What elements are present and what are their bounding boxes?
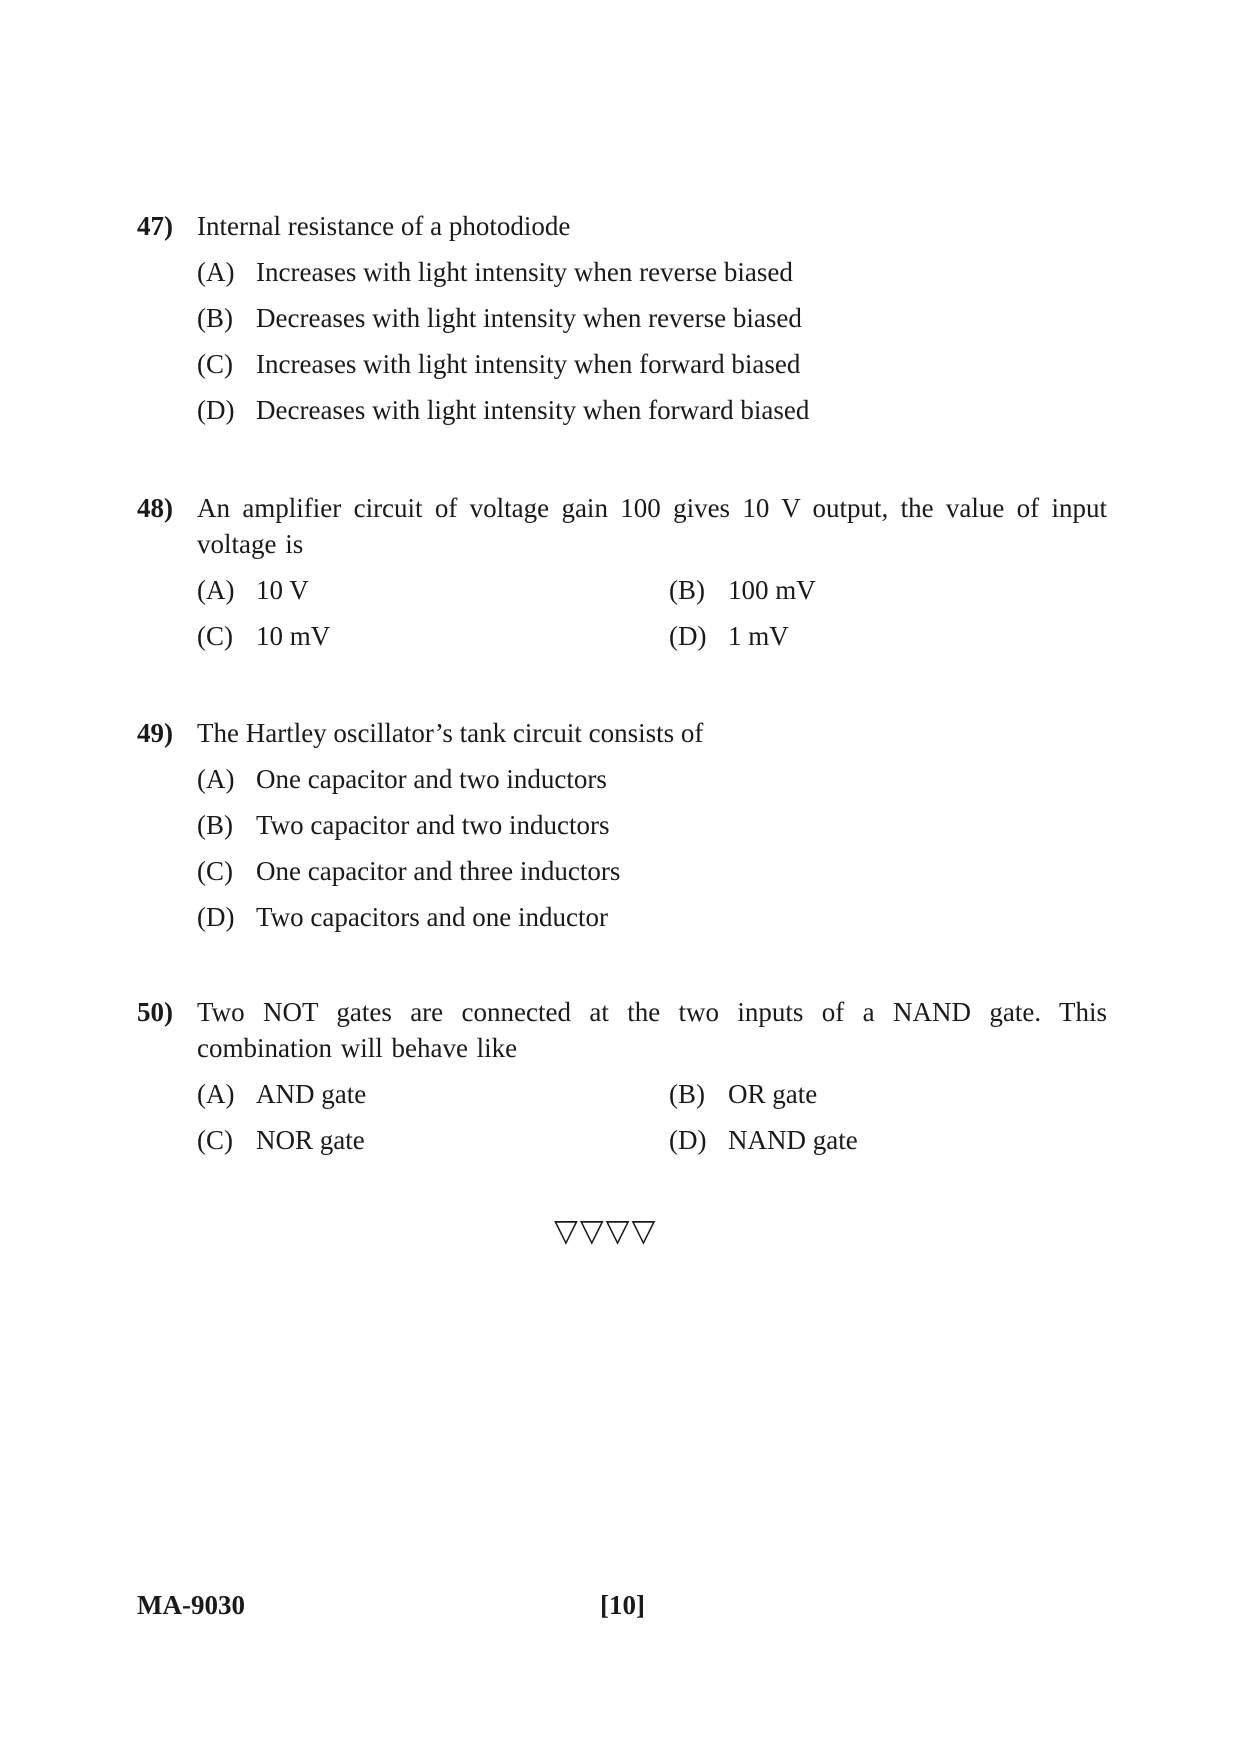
option-label: (A) xyxy=(197,257,235,287)
question-50 xyxy=(137,994,1107,1168)
question-number: 47) xyxy=(137,211,173,241)
option-text: Increases with light intensity when reverse biased xyxy=(256,257,793,287)
option-b xyxy=(197,300,1107,336)
option-text: Decreases with light intensity when forward biased xyxy=(256,395,810,425)
question-49 xyxy=(137,715,1107,945)
option-d xyxy=(669,1122,1141,1158)
option-a xyxy=(197,254,1107,290)
question-48 xyxy=(137,490,1107,664)
option-label: (A) xyxy=(197,764,235,794)
question-stem xyxy=(137,490,1107,562)
question-number: 49) xyxy=(137,718,173,748)
option-label: (C) xyxy=(197,1125,233,1155)
option-text: AND gate xyxy=(256,1079,367,1109)
option-d xyxy=(669,618,1141,654)
option-text: Two capacitors and one inductor xyxy=(256,902,608,932)
question-number: 48) xyxy=(137,493,173,523)
question-stem xyxy=(137,208,1107,244)
option-label: (C) xyxy=(197,621,233,651)
option-text: One capacitor and two inductors xyxy=(256,764,607,794)
page-number: [10] xyxy=(600,1590,645,1620)
option-label: (D) xyxy=(197,395,235,425)
option-b xyxy=(197,807,1107,843)
option-text: OR gate xyxy=(728,1079,818,1109)
options-list xyxy=(197,254,1107,428)
option-a xyxy=(197,1076,669,1112)
option-label: (B) xyxy=(197,810,233,840)
paper-code: MA-9030 xyxy=(137,1590,245,1620)
question-text: The Hartley oscillator’s tank circuit consists of xyxy=(197,718,704,748)
option-c xyxy=(197,346,1107,382)
option-text: Decreases with light intensity when reverse biased xyxy=(256,303,802,333)
option-a xyxy=(197,572,669,608)
option-label: (C) xyxy=(197,856,233,886)
option-c xyxy=(197,618,669,654)
option-text: 1 mV xyxy=(728,621,789,651)
option-text: 10 V xyxy=(256,575,309,605)
option-label: (A) xyxy=(197,575,235,605)
question-text: Internal resistance of a photodiode xyxy=(197,211,571,241)
option-a xyxy=(197,761,1107,797)
option-text: 100 mV xyxy=(728,575,816,605)
question-47 xyxy=(137,208,1107,438)
option-text: NAND gate xyxy=(728,1125,858,1155)
option-label: (D) xyxy=(669,1125,707,1155)
option-text: One capacitor and three inductors xyxy=(256,856,621,886)
option-text: Increases with light intensity when forward biased xyxy=(256,349,801,379)
question-text: An amplifier circuit of voltage gain 100 gives 10 V output, the value of input voltage is xyxy=(197,493,1107,559)
option-c xyxy=(197,853,1107,889)
option-d xyxy=(197,392,1107,428)
option-label: (D) xyxy=(197,902,235,932)
question-number: 50) xyxy=(137,997,173,1027)
option-label: (C) xyxy=(197,349,233,379)
options-grid xyxy=(197,1076,1107,1168)
option-text: Two capacitor and two inductors xyxy=(256,810,610,840)
option-c xyxy=(197,1122,669,1158)
option-label: (B) xyxy=(669,1079,705,1109)
option-label: (B) xyxy=(197,303,233,333)
question-stem xyxy=(137,715,1107,751)
question-stem xyxy=(137,994,1107,1066)
option-b xyxy=(669,572,1141,608)
option-text: NOR gate xyxy=(256,1125,365,1155)
option-d xyxy=(197,899,1107,935)
option-label: (A) xyxy=(197,1079,235,1109)
option-text: 10 mV xyxy=(256,621,331,651)
options-grid xyxy=(197,572,1107,664)
option-label: (D) xyxy=(669,621,707,651)
options-list xyxy=(197,761,1107,935)
option-b xyxy=(669,1076,1141,1112)
end-marker-triangles-icon: ▽▽▽▽ xyxy=(554,1213,658,1249)
option-label: (B) xyxy=(669,575,705,605)
question-text: Two NOT gates are connected at the two inputs of a NAND gate. This combination will behave like xyxy=(197,997,1107,1063)
